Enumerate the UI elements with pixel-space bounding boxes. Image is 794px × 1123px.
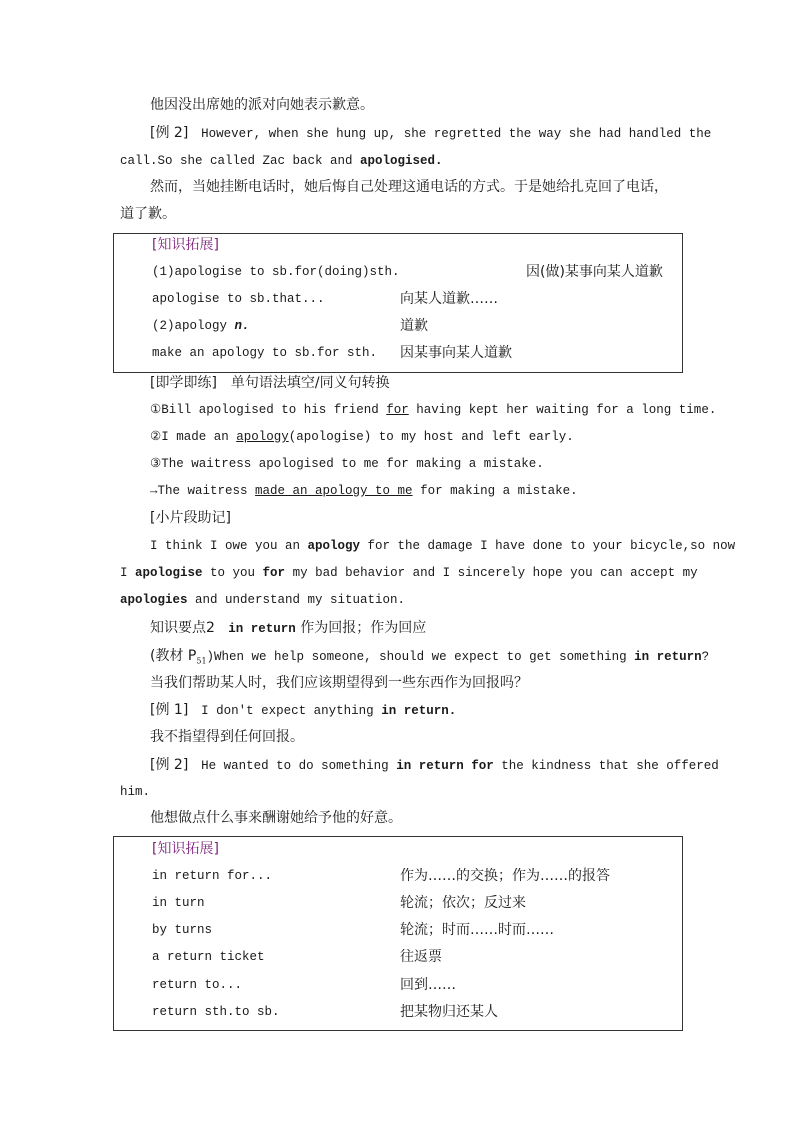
practice-q2: ②I made an apology(apologise) to my host and left early.	[150, 430, 574, 444]
knowledge-box-1-title: [知识拓展]	[152, 237, 219, 253]
practice-q1: ①Bill apologised to his friend for having kept her waiting for a long time.	[150, 403, 717, 417]
box2-row4-en: a return ticket	[152, 950, 265, 964]
point2-source: (教材 $P_{51})When$ we help someone, should we expect to get something in return?	[150, 648, 710, 666]
knowledge-box-2	[113, 836, 683, 1031]
knowledge-box-2-title: [知识拓展]	[152, 841, 219, 857]
point2-meaning: 作为回报；作为回应	[295, 620, 427, 636]
box1-row4-cn: 因某事向某人道歉	[400, 345, 512, 361]
box2-row5-cn: 回到……	[400, 977, 456, 993]
box1-row1-en: (1)apologise to sb.for(doing)sth.	[152, 265, 400, 279]
example2-cn-line2: 道了歉。	[120, 206, 176, 222]
memory-line3: apologies and understand my situation.	[120, 593, 406, 607]
box2-row6-en: return sth.to sb.	[152, 1005, 280, 1019]
example2-cn-line1: 然而，当她挂断电话时，她后悔自己处理这通电话的方式。于是她给扎克回了电话，	[150, 179, 668, 195]
memory-line2: I apologise to you for my bad behavior and I sincerely hope you can accept my	[120, 566, 698, 580]
box2-row2-en: in turn	[152, 896, 205, 910]
box1-row1-cn: 因(做)某事向某人道歉	[526, 264, 663, 280]
box2-row3-cn: 轮流；时而……时而……	[400, 922, 554, 938]
q3-answer: made an apology to me	[255, 484, 413, 498]
example2-line2	[120, 151, 443, 171]
memory-title: [小片段助记]	[150, 510, 231, 526]
example2-label: [例 2]	[150, 125, 189, 141]
example2-line1	[150, 123, 711, 144]
box2-row5-en: return to...	[152, 978, 243, 992]
box2-row6-cn: 把某物归还某人	[400, 1004, 498, 1020]
point2-example2-line2: him.	[120, 785, 151, 799]
box1-row3-cn: 道歉	[400, 318, 428, 334]
box1-row2-en: apologise to sb.that...	[152, 292, 325, 306]
q1-answer: for	[386, 403, 409, 417]
memory-line1: I think I owe you an apology for the damage I have done to your bicycle,so now	[150, 539, 736, 553]
point2-example1: [例 1] I don't expect anything in return.	[150, 702, 457, 718]
point2-label: 知识要点2	[150, 620, 215, 636]
point2-heading	[150, 618, 426, 639]
box2-row3-en: by turns	[152, 923, 213, 937]
box1-row2-cn: 向某人道歉……	[400, 291, 498, 307]
box2-row1-en: in return for...	[152, 869, 273, 883]
q2-answer: apology	[236, 430, 289, 444]
knowledge-box-1	[113, 233, 683, 373]
point2-phrase: in return	[228, 622, 296, 636]
intro-translation: 他因没出席她的派对向她表示歉意。	[150, 97, 374, 113]
point2-example2: [例 2] He wanted to do something in return for the kindness that she offered	[150, 757, 719, 773]
practice-q3: ③The waitress apologised to me for making a mistake.	[150, 457, 544, 471]
box1-row3-en: (2)apology n.	[152, 319, 250, 333]
point2-example2-cn: 他想做点什么事来酬谢她给予他的好意。	[150, 810, 402, 826]
box2-row4-cn: 往返票	[400, 949, 442, 965]
example2-keyword: apologised.	[360, 154, 443, 168]
example2-en-line1: However, when she hung up, she regretted the way she had handled the	[201, 127, 712, 141]
part-of-speech: n.	[234, 319, 250, 333]
box2-row1-cn: 作为……的交换；作为……的报答	[400, 868, 610, 884]
practice-q3-rewrite: →The waitress made an apology to me for making a mistake.	[150, 484, 578, 498]
point2-example1-cn: 我不指望得到任何回报。	[150, 729, 304, 745]
box1-row4-en: make an apology to sb.for sth.	[152, 346, 378, 360]
point2-source-cn: 当我们帮助某人时，我们应该期望得到一些东西作为回报吗？	[150, 675, 528, 691]
practice-title: [即学即练] 单句语法填空/同义句转换	[150, 375, 390, 391]
box2-row2-cn: 轮流；依次；反过来	[400, 895, 526, 911]
example2-en-line2: call.So she called Zac back and	[120, 154, 361, 168]
